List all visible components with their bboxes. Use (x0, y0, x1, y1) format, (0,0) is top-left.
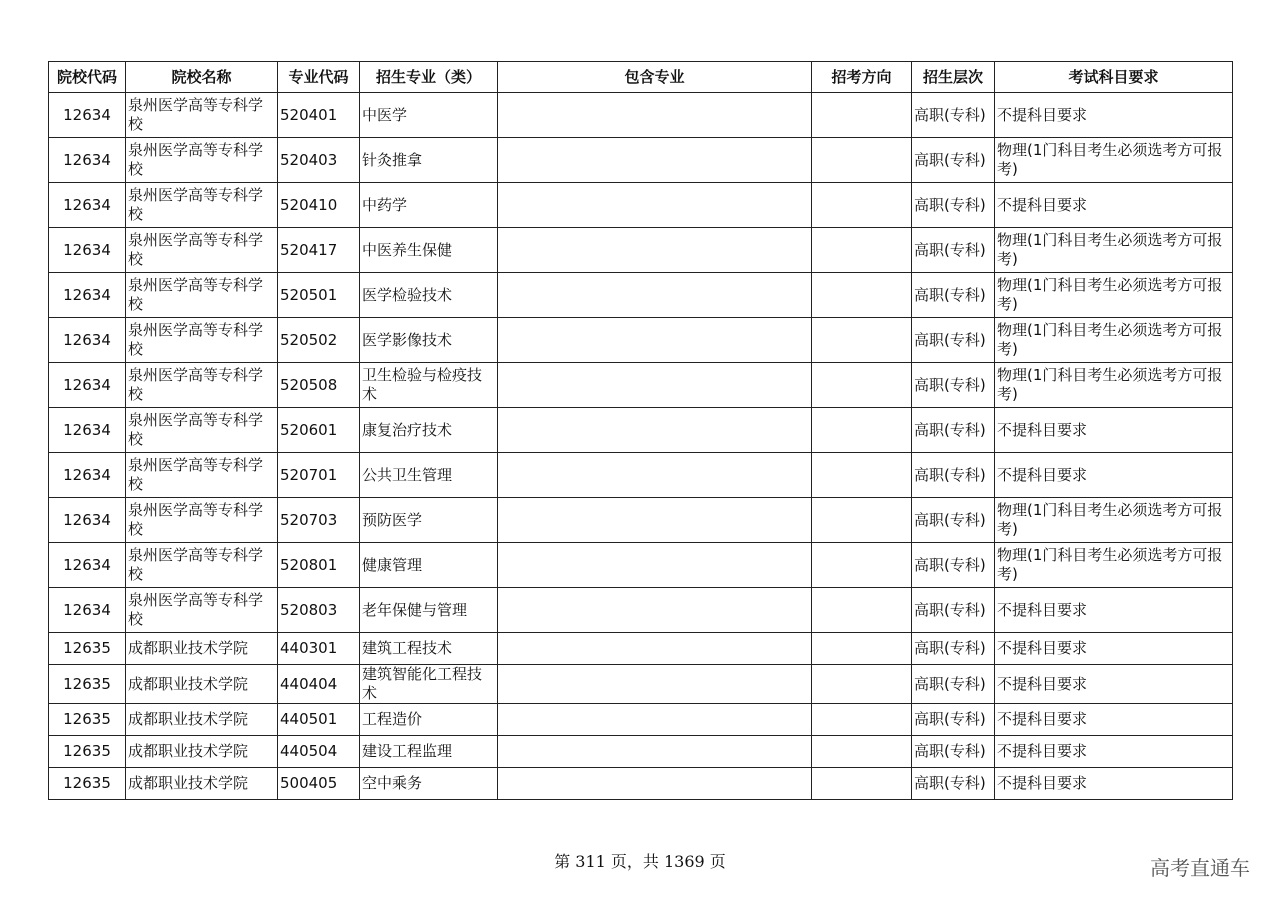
major-code-cell: 520703 (278, 498, 360, 543)
major-cell: 卫生检验与检疫技术 (360, 363, 498, 408)
table-row (49, 183, 1233, 228)
school-code-cell: 12634 (49, 498, 126, 543)
school-name-cell: 泉州医学高等专科学校 (126, 498, 278, 543)
direction-cell (812, 665, 912, 704)
school-name-cell: 泉州医学高等专科学校 (126, 228, 278, 273)
school-name-cell: 泉州医学高等专科学校 (126, 273, 278, 318)
level-cell: 高职(专科) (912, 93, 995, 138)
level-cell: 高职(专科) (912, 543, 995, 588)
subject-requirement-cell: 物理(1门科目考生必须选考方可报考) (995, 138, 1233, 183)
school-code-cell: 12634 (49, 138, 126, 183)
school-code-cell: 12635 (49, 736, 126, 768)
table-row (49, 273, 1233, 318)
school-code-cell: 12634 (49, 363, 126, 408)
level-cell: 高职(专科) (912, 318, 995, 363)
major-code-cell: 520508 (278, 363, 360, 408)
major-code-cell: 520701 (278, 453, 360, 498)
subject-requirement-cell: 物理(1门科目考生必须选考方可报考) (995, 318, 1233, 363)
level-cell: 高职(专科) (912, 363, 995, 408)
included-majors-cell (498, 318, 812, 363)
direction-cell (812, 318, 912, 363)
included-majors-cell (498, 183, 812, 228)
major-cell: 工程造价 (360, 704, 498, 736)
major-cell: 中医学 (360, 93, 498, 138)
subject-requirement-cell: 不提科目要求 (995, 453, 1233, 498)
included-majors-cell (498, 588, 812, 633)
table-row (49, 633, 1233, 665)
school-name-cell: 成都职业技术学院 (126, 768, 278, 800)
table-row (49, 363, 1233, 408)
major-cell: 康复治疗技术 (360, 408, 498, 453)
subject-requirement-cell: 不提科目要求 (995, 768, 1233, 800)
header-major-code: 专业代码 (278, 62, 360, 93)
major-code-cell: 520803 (278, 588, 360, 633)
school-code-cell: 12634 (49, 228, 126, 273)
table-row (49, 228, 1233, 273)
subject-requirement-cell: 物理(1门科目考生必须选考方可报考) (995, 273, 1233, 318)
included-majors-cell (498, 273, 812, 318)
page-footer: 第 311 页，共 1369 页 (554, 852, 726, 871)
included-majors-cell (498, 768, 812, 800)
direction-cell (812, 93, 912, 138)
included-majors-cell (498, 138, 812, 183)
school-name-cell: 泉州医学高等专科学校 (126, 183, 278, 228)
table-row (49, 318, 1233, 363)
school-name-cell: 泉州医学高等专科学校 (126, 93, 278, 138)
school-name-cell: 泉州医学高等专科学校 (126, 543, 278, 588)
school-code-cell: 12635 (49, 633, 126, 665)
included-majors-cell (498, 543, 812, 588)
school-name-cell: 成都职业技术学院 (126, 736, 278, 768)
major-cell: 中医养生保健 (360, 228, 498, 273)
major-code-cell: 440504 (278, 736, 360, 768)
level-cell: 高职(专科) (912, 138, 995, 183)
table-header-row (49, 62, 1233, 93)
included-majors-cell (498, 736, 812, 768)
subject-requirement-cell: 物理(1门科目考生必须选考方可报考) (995, 543, 1233, 588)
subject-requirement-cell: 不提科目要求 (995, 93, 1233, 138)
school-name-cell: 泉州医学高等专科学校 (126, 138, 278, 183)
table-row (49, 588, 1233, 633)
table-row (49, 543, 1233, 588)
level-cell: 高职(专科) (912, 498, 995, 543)
table-row (49, 736, 1233, 768)
major-cell: 中药学 (360, 183, 498, 228)
direction-cell (812, 588, 912, 633)
school-code-cell: 12634 (49, 408, 126, 453)
subject-requirement-cell: 不提科目要求 (995, 665, 1233, 704)
included-majors-cell (498, 408, 812, 453)
subject-requirement-cell: 不提科目要求 (995, 588, 1233, 633)
major-cell: 预防医学 (360, 498, 498, 543)
school-code-cell: 12634 (49, 183, 126, 228)
major-cell: 医学检验技术 (360, 273, 498, 318)
included-majors-cell (498, 665, 812, 704)
admission-table (48, 61, 1233, 800)
table-row (49, 704, 1233, 736)
level-cell: 高职(专科) (912, 408, 995, 453)
subject-requirement-cell: 不提科目要求 (995, 704, 1233, 736)
included-majors-cell (498, 363, 812, 408)
header-major: 招生专业（类） (360, 62, 498, 93)
direction-cell (812, 543, 912, 588)
school-name-cell: 成都职业技术学院 (126, 704, 278, 736)
level-cell: 高职(专科) (912, 704, 995, 736)
table-row (49, 453, 1233, 498)
included-majors-cell (498, 498, 812, 543)
level-cell: 高职(专科) (912, 665, 995, 704)
included-majors-cell (498, 228, 812, 273)
subject-requirement-cell: 不提科目要求 (995, 736, 1233, 768)
major-code-cell: 440501 (278, 704, 360, 736)
subject-requirement-cell: 不提科目要求 (995, 408, 1233, 453)
level-cell: 高职(专科) (912, 768, 995, 800)
major-cell: 针灸推拿 (360, 138, 498, 183)
subject-requirement-cell: 不提科目要求 (995, 183, 1233, 228)
header-school-code: 院校代码 (49, 62, 126, 93)
major-cell: 健康管理 (360, 543, 498, 588)
school-name-cell: 泉州医学高等专科学校 (126, 318, 278, 363)
major-code-cell: 520401 (278, 93, 360, 138)
major-cell: 建筑工程技术 (360, 633, 498, 665)
direction-cell (812, 228, 912, 273)
major-code-cell: 500405 (278, 768, 360, 800)
school-name-cell: 泉州医学高等专科学校 (126, 588, 278, 633)
subject-requirement-cell: 物理(1门科目考生必须选考方可报考) (995, 228, 1233, 273)
direction-cell (812, 273, 912, 318)
major-cell: 公共卫生管理 (360, 453, 498, 498)
school-name-cell: 泉州医学高等专科学校 (126, 408, 278, 453)
level-cell: 高职(专科) (912, 228, 995, 273)
watermark: 高考直通车 (1150, 856, 1250, 880)
direction-cell (812, 498, 912, 543)
direction-cell (812, 768, 912, 800)
header-subject-requirement: 考试科目要求 (995, 62, 1233, 93)
major-code-cell: 520417 (278, 228, 360, 273)
major-code-cell: 520502 (278, 318, 360, 363)
school-code-cell: 12634 (49, 93, 126, 138)
direction-cell (812, 138, 912, 183)
level-cell: 高职(专科) (912, 588, 995, 633)
school-code-cell: 12635 (49, 704, 126, 736)
major-code-cell: 520410 (278, 183, 360, 228)
school-name-cell: 成都职业技术学院 (126, 665, 278, 704)
table-row (49, 665, 1233, 704)
level-cell: 高职(专科) (912, 183, 995, 228)
major-code-cell: 520501 (278, 273, 360, 318)
table-body (49, 93, 1233, 800)
school-name-cell: 泉州医学高等专科学校 (126, 453, 278, 498)
school-code-cell: 12634 (49, 453, 126, 498)
table-row (49, 93, 1233, 138)
major-cell: 老年保健与管理 (360, 588, 498, 633)
school-code-cell: 12635 (49, 665, 126, 704)
direction-cell (812, 363, 912, 408)
major-cell: 医学影像技术 (360, 318, 498, 363)
level-cell: 高职(专科) (912, 633, 995, 665)
school-code-cell: 12634 (49, 543, 126, 588)
school-code-cell: 12634 (49, 588, 126, 633)
level-cell: 高职(专科) (912, 736, 995, 768)
major-code-cell: 520403 (278, 138, 360, 183)
school-code-cell: 12634 (49, 273, 126, 318)
direction-cell (812, 408, 912, 453)
table-row (49, 768, 1233, 800)
level-cell: 高职(专科) (912, 273, 995, 318)
direction-cell (812, 633, 912, 665)
major-cell: 建设工程监理 (360, 736, 498, 768)
school-name-cell: 成都职业技术学院 (126, 633, 278, 665)
subject-requirement-cell: 物理(1门科目考生必须选考方可报考) (995, 363, 1233, 408)
school-code-cell: 12635 (49, 768, 126, 800)
included-majors-cell (498, 453, 812, 498)
header-included-majors: 包含专业 (498, 62, 812, 93)
major-code-cell: 440301 (278, 633, 360, 665)
subject-requirement-cell: 不提科目要求 (995, 633, 1233, 665)
direction-cell (812, 183, 912, 228)
major-cell: 空中乘务 (360, 768, 498, 800)
header-direction: 招考方向 (812, 62, 912, 93)
included-majors-cell (498, 633, 812, 665)
direction-cell (812, 736, 912, 768)
table-row (49, 408, 1233, 453)
included-majors-cell (498, 93, 812, 138)
major-cell: 建筑智能化工程技术 (360, 665, 498, 704)
subject-requirement-cell: 物理(1门科目考生必须选考方可报考) (995, 498, 1233, 543)
header-level: 招生层次 (912, 62, 995, 93)
table-row (49, 138, 1233, 183)
major-code-cell: 520601 (278, 408, 360, 453)
header-school-name: 院校名称 (126, 62, 278, 93)
included-majors-cell (498, 704, 812, 736)
level-cell: 高职(专科) (912, 453, 995, 498)
major-code-cell: 440404 (278, 665, 360, 704)
school-code-cell: 12634 (49, 318, 126, 363)
direction-cell (812, 704, 912, 736)
major-code-cell: 520801 (278, 543, 360, 588)
school-name-cell: 泉州医学高等专科学校 (126, 363, 278, 408)
direction-cell (812, 453, 912, 498)
table-row (49, 498, 1233, 543)
